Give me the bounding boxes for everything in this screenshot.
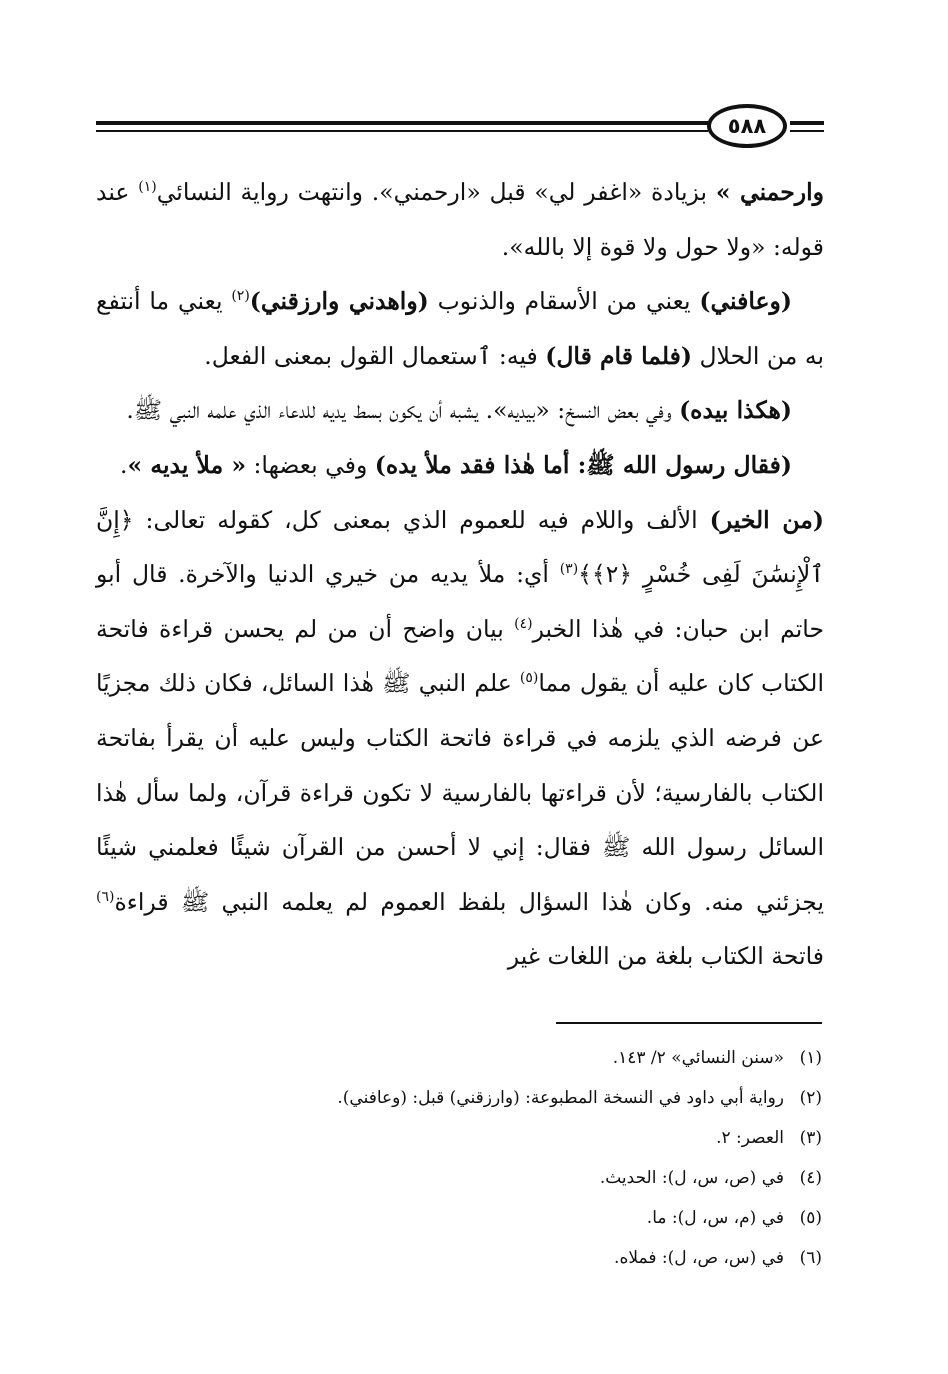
text-segment: أي: ملأ يديه من خيري الدنيا والآخرة. قال أبو حاتم ابن حبان: في هٰذا الخبر xyxy=(96,560,824,643)
footnote-text: «سنن النسائي» ٢/ ١٤٣. xyxy=(612,1048,784,1068)
footnote-ref: (٢) xyxy=(231,288,250,305)
footnote-ref: (٥) xyxy=(519,670,539,687)
text-segment: (واهدني وارزقني) xyxy=(249,287,429,316)
text-segment: فاتحة الكتاب بلغة من اللغات غير xyxy=(507,942,824,971)
text-segment: يعني ما أنتفع به من الحلال xyxy=(96,287,824,370)
footnote xyxy=(96,1078,822,1118)
footnote xyxy=(96,1158,822,1198)
footnote-text: في (س، ص، ل): فملاه. xyxy=(614,1248,784,1268)
footnotes xyxy=(96,1038,822,1278)
header-rule xyxy=(96,121,708,125)
footnote xyxy=(96,1118,822,1158)
footnote-text: في (ص، س، ل): الحديث. xyxy=(599,1168,784,1188)
paragraph xyxy=(96,274,824,383)
footnote-ref: (٣) xyxy=(559,561,579,578)
paragraph xyxy=(96,438,824,493)
footnote-number: (١) xyxy=(799,1048,822,1068)
text-segment: وفي بعضها: xyxy=(246,450,375,479)
footnote-number: (٥) xyxy=(799,1208,822,1228)
footnote-number: (٤) xyxy=(799,1168,822,1188)
header-rule-right xyxy=(790,121,824,125)
page-number: ٥٨٨ xyxy=(707,104,787,148)
footnote-ref: (٤) xyxy=(514,615,533,632)
text-segment: وارحمني » xyxy=(715,178,824,206)
footnote xyxy=(96,1198,822,1238)
footnote-text: رواية أبي داود في النسخة المطبوعة: (وارزقني) قبل: (وعافني). xyxy=(337,1088,784,1108)
text-segment: يعني من الأسقام والذنوب xyxy=(428,287,700,316)
text-segment: بيان واضح أن من لم يحسن قراءة فاتحة الكتاب كان عليه أن يقول مما xyxy=(96,614,824,698)
text-segment: فيه: ٱستعمال القول بمعنى الفعل. xyxy=(204,341,546,370)
paragraph xyxy=(96,165,824,274)
footnote-number: (٦) xyxy=(799,1248,822,1268)
footnote-number: (٢) xyxy=(799,1088,822,1108)
footnote xyxy=(96,1038,822,1078)
footnote-ref: (١) xyxy=(138,179,157,196)
header-rule-thin xyxy=(96,130,708,132)
text-segment: (وعافني) xyxy=(699,287,793,316)
text-segment: (فقال رسول الله ﷺ: أما هٰذا فقد ملأ يده) xyxy=(374,450,792,479)
text-segment: (هكذا بيده) xyxy=(679,396,792,425)
text-segment: وفي بعض النسخ: «بيديه». يشبه أن يكون بسط يديه للدعاء الذي علمه النبي ﷺ. xyxy=(126,396,680,425)
footnote-ref: (٦) xyxy=(96,888,115,905)
text-segment: الألف واللام فيه للعموم الذي بمعنى كل، كقوله تعالى: ﴿إِنَّ ٱلْإِنسَٰنَ لَفِى خُسْرٍ ﴿٢﴾﴾ xyxy=(96,505,824,589)
footnote xyxy=(96,1238,822,1278)
paragraph xyxy=(96,383,824,438)
text-segment: « ملأ يديه » xyxy=(127,450,247,479)
text-segment: علم النبي ﷺ هٰذا السائل، فكان ذلك مجزيًا عن فرضه الذي يلزمه في قراءة فاتحة الكتاب وليس عليه أن يقرأ بفاتحة الكتاب بالفارسية؛ لأن قراءتها بالفارسية لا تكون قراءة قرآن، ولما سأل هٰذا السائل رسول الله ﷺ فقال: إني لا أحسن من القرآن شيئًا فعلمني شيئًا يجزئني منه. وكان هٰذا السؤال بلفظ العموم لم يعلمه النبي ﷺ قراءة xyxy=(96,669,824,916)
text-segment: بزيادة «اغفر لي» قبل «ارحمني». وانتهت رواية النسائي xyxy=(156,178,716,206)
text-segment: . xyxy=(120,450,128,479)
paragraph xyxy=(96,493,824,984)
footnote-number: (٣) xyxy=(799,1128,822,1148)
main-text xyxy=(96,165,824,984)
text-segment: (من الخير) xyxy=(709,505,824,534)
text-segment: (فلما قام قال) xyxy=(545,341,693,370)
footnote-text: في (م، س، ل): ما. xyxy=(646,1208,784,1228)
footnote-text: العصر: ٢. xyxy=(716,1128,784,1148)
footnote-separator xyxy=(556,1022,822,1024)
header-rule-right-thin xyxy=(790,130,824,132)
text-segment: عند قوله: «ولا حول ولا قوة إلا بالله». xyxy=(96,178,824,261)
